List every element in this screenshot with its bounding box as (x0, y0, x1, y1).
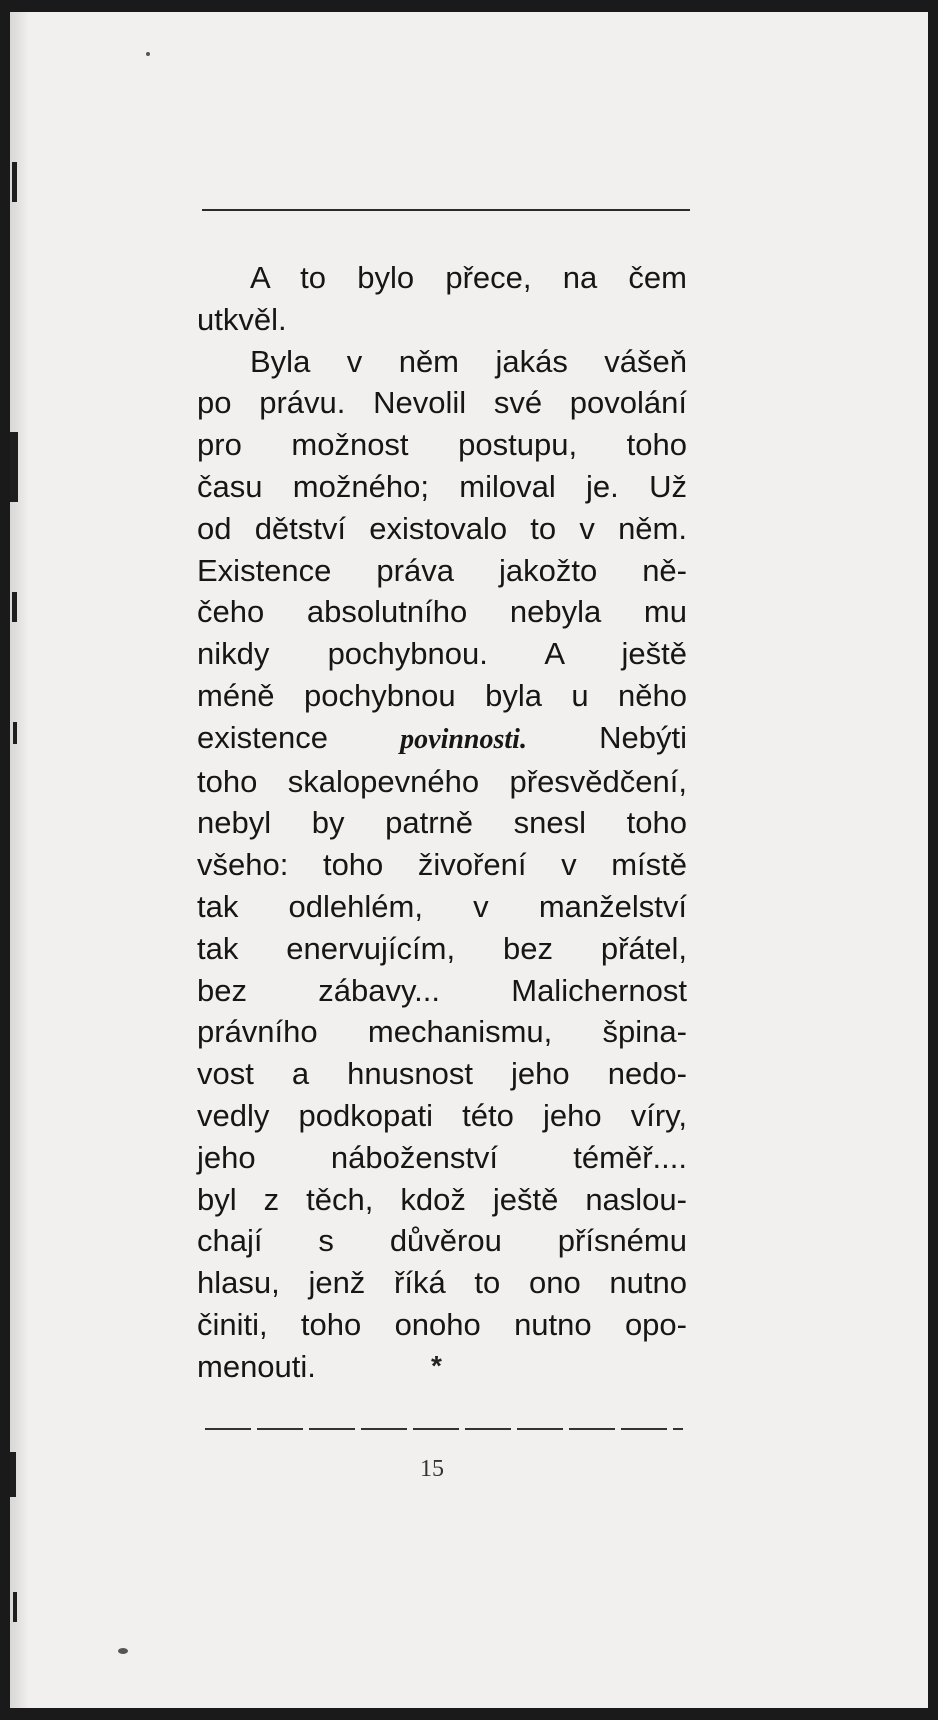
text-line: méně pochybnou byla u něho (197, 677, 687, 713)
text-line: od dětství existovalo to v něm. (197, 510, 687, 546)
text-line: A to bylo přece, na čem (250, 260, 687, 295)
text-line: jeho náboženství téměř.... (197, 1139, 687, 1175)
text-line: byl z těch, kdož ještě naslou- (197, 1181, 687, 1217)
text-line: času možného; miloval je. Už (197, 468, 687, 504)
section-asterisk: * (431, 1350, 442, 1381)
paper-speck (146, 52, 150, 56)
text-line: utkvěl. (197, 301, 287, 337)
paper-speck (118, 1648, 128, 1654)
gutter-mark (10, 432, 18, 502)
text-line: po právu. Nevolil své povolání (197, 385, 687, 421)
gutter-mark (12, 162, 17, 202)
gutter-mark (10, 1452, 16, 1497)
text-line: čeho absolutního nebyla mu (197, 594, 687, 630)
text-line: menouti. (197, 1348, 316, 1384)
text-line: bez zábavy... Malichernost (197, 972, 687, 1008)
text-line: Byla v něm jakás vášeň (250, 343, 687, 379)
bottom-rule (205, 1428, 683, 1430)
text-segment: existence (197, 719, 328, 755)
text-line: tak enervujícím, bez přátel, (197, 930, 687, 966)
text-line: tak odlehlém, v manželství (197, 888, 687, 924)
text-segment: Nebýti (599, 719, 687, 755)
gutter-mark (13, 722, 17, 744)
book-page (10, 12, 928, 1708)
gutter-mark (12, 592, 17, 622)
body-text (197, 257, 687, 1388)
text-line: vedly podkopati této jeho víry, (197, 1097, 687, 1133)
text-line: chají s důvěrou přísnému (197, 1223, 687, 1259)
text-line: vost a hnusnost jeho nedo- (197, 1056, 687, 1092)
text-line: všeho: toho živoření v místě (197, 847, 687, 883)
emphasized-word: povinnosti. (400, 723, 527, 755)
text-line: právního mechanismu, špina- (197, 1014, 687, 1050)
text-line: pro možnost postupu, toho (197, 427, 687, 463)
text-line: hlasu, jenž říká to ono nutno (197, 1265, 687, 1301)
top-rule (202, 209, 690, 211)
text-line: toho skalopevného přesvědčení, (197, 763, 687, 799)
text-line: nikdy pochybnou. A ještě (197, 636, 687, 672)
text-line: nebyl by patrně snesl toho (197, 805, 687, 841)
page-number: 15 (420, 1456, 444, 1482)
text-line: Existence práva jakožto ně- (197, 552, 687, 588)
text-line: činiti, toho onoho nutno opo- (197, 1306, 687, 1342)
text-line-emphasis (197, 717, 687, 761)
gutter-mark (13, 1592, 17, 1622)
